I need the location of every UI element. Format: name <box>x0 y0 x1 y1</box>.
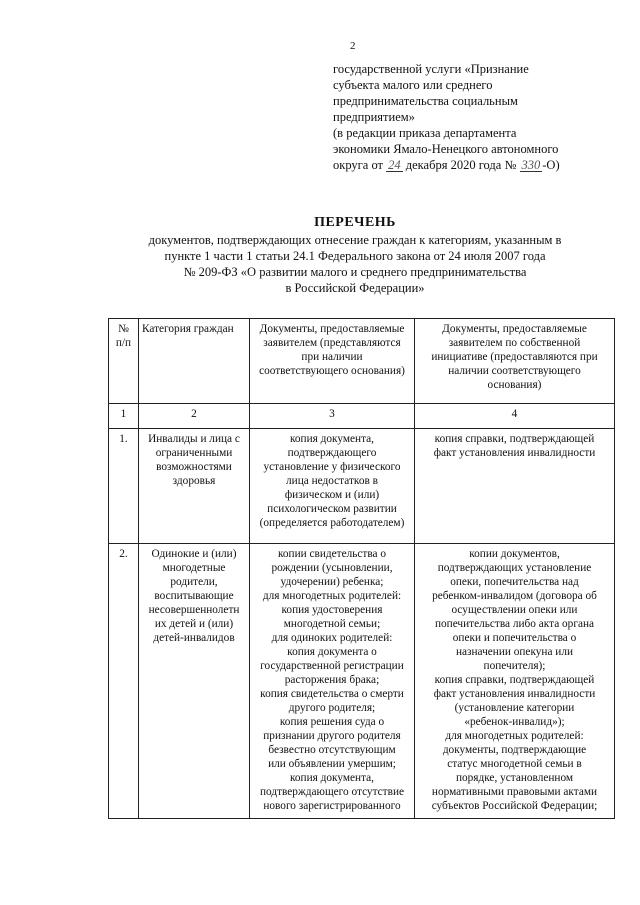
cell-line: статус многодетной семьи в <box>447 758 582 770</box>
cell-line: документы, подтверждающие <box>442 744 587 756</box>
cell-line: безвестно отсутствующим <box>268 744 396 756</box>
cell-line: Инвалиды и лица с <box>148 433 240 445</box>
header-line: субъекта малого или среднего <box>333 78 493 92</box>
document-title-block <box>95 215 615 296</box>
row-optional-docs <box>415 544 615 819</box>
cell-line: субъектов Российской Федерации; <box>431 800 598 812</box>
cell-line: возможностями <box>156 461 232 473</box>
cell-line: родители, <box>170 576 218 588</box>
column-number-row <box>109 404 615 429</box>
cell-line: для многодетных родителей: <box>445 730 584 742</box>
cell-line: осуществлении опеки или <box>451 604 578 616</box>
table-header-row <box>109 319 615 404</box>
cell-line: основания) <box>487 379 542 391</box>
row-number: 1. <box>109 429 139 544</box>
cell-line: здоровья <box>172 475 216 487</box>
cell-line: государственной регистрации <box>260 660 404 672</box>
document-title: ПЕРЕЧЕНЬ <box>314 215 396 230</box>
subtitle-line: в Российской Федерации» <box>285 281 425 295</box>
cell-line: опеки и попечительства о <box>452 632 577 644</box>
column-number: 4 <box>415 404 615 429</box>
row-required-docs <box>250 429 415 544</box>
table-row <box>109 544 615 819</box>
cell-line: копия свидетельства о смерти <box>260 688 404 700</box>
header-line: предпринимательства социальным <box>333 94 518 108</box>
cell-line: Документы, предоставляемые <box>442 323 587 335</box>
cell-line: (определяется работодателем) <box>259 517 405 529</box>
cell-line: несовершеннолетн <box>148 604 240 616</box>
column-number: 1 <box>109 404 139 429</box>
cell-line: инициативе (предоставляются при <box>431 351 598 363</box>
header-line: экономики Ямало-Ненецкого автономного <box>333 142 559 156</box>
subtitle-line: пункте 1 части 1 статьи 24.1 Федерального закона от 24 июля 2007 года <box>164 249 546 263</box>
cell-line: признании другого родителя <box>263 730 401 742</box>
cell-line: копия документа о <box>287 646 377 658</box>
cell-line: (установление категории <box>454 702 575 714</box>
cell-line: факт установления инвалидности <box>433 447 596 459</box>
header-optional-docs <box>415 319 615 404</box>
cell-line: подтверждающих установление <box>437 562 592 574</box>
cell-line: наличии соответствующего <box>448 365 581 377</box>
cell-line: расторжения брака; <box>284 674 380 686</box>
cell-line: Категория граждан <box>142 323 234 335</box>
header-number <box>109 319 139 404</box>
cell-line: или объявлении умершим; <box>268 758 396 770</box>
cell-line: заявителем по собственной <box>448 337 581 349</box>
cell-line: назначении опекуна или <box>455 646 574 658</box>
approval-header <box>333 61 623 173</box>
row-optional-docs <box>415 429 615 544</box>
cell-line: при наличии <box>301 351 363 363</box>
cell-line: копия удостоверения <box>281 604 383 616</box>
subtitle-line: № 209-ФЗ «О развитии малого и среднего предпринимательства <box>183 265 527 279</box>
cell-line: лица недостатков в <box>286 475 378 487</box>
cell-line: попечительства либо акта органа <box>434 618 595 630</box>
header-required-docs <box>250 319 415 404</box>
table-row <box>109 429 615 544</box>
cell-line: п/п <box>115 337 132 349</box>
cell-line: для многодетных родителей: <box>262 590 402 602</box>
cell-line: копии свидетельства о <box>277 548 387 560</box>
cell-line: многодетной семьи; <box>283 618 381 630</box>
cell-line: для одиноких родителей: <box>271 632 393 644</box>
header-line: предприятием» <box>333 110 415 124</box>
header-category <box>139 319 250 404</box>
cell-line: многодетные <box>162 562 226 574</box>
cell-line: установление у физического <box>263 461 401 473</box>
date-prefix: округа от <box>333 158 384 172</box>
cell-line: нового зарегистрированного <box>263 800 401 812</box>
cell-line: копия решения суда о <box>279 716 385 728</box>
cell-line: нормативными правовыми актами <box>431 786 598 798</box>
header-date-line <box>333 157 623 173</box>
cell-line: соответствующего основания) <box>259 365 405 377</box>
cell-line: подтверждающего отсутствие <box>259 786 405 798</box>
cell-line: рождении (усыновлении, <box>271 562 393 574</box>
cell-line: копия справки, подтверждающей <box>434 674 595 686</box>
cell-line: опеки, попечительства над <box>450 576 579 588</box>
cell-line: воспитывающие <box>154 590 234 602</box>
column-number: 2 <box>139 404 250 429</box>
cell-line: копия документа, <box>289 772 375 784</box>
cell-line: ребенком-инвалидом (договора об <box>432 590 597 602</box>
cell-line: порядке, установленном <box>455 772 574 784</box>
page-number: 2 <box>350 40 356 52</box>
cell-line: факт установления инвалидности <box>433 688 596 700</box>
cell-line: копия справки, подтверждающей <box>434 433 595 445</box>
handwritten-number: 330 <box>521 158 541 172</box>
cell-line: копия документа, <box>289 433 375 445</box>
cell-line: другого родителя; <box>288 702 376 714</box>
row-required-docs <box>250 544 415 819</box>
handwritten-day: 24 <box>388 158 401 172</box>
cell-line: подтверждающего <box>287 447 377 459</box>
cell-line: попечителя); <box>483 660 546 672</box>
row-number: 2. <box>109 544 139 819</box>
cell-line: Документы, предоставляемые <box>259 323 405 335</box>
cell-line: Одинокие и (или) <box>151 548 237 560</box>
header-line: государственной услуги «Признание <box>333 62 529 76</box>
date-suffix: -О) <box>542 158 560 172</box>
cell-line: копии документов, <box>469 548 560 560</box>
date-mid: декабря 2020 года № <box>405 158 517 172</box>
cell-line: психологическом развитии <box>267 503 397 515</box>
document-subtitle <box>95 232 615 296</box>
cell-line: физическом и (или) <box>284 489 380 501</box>
column-number: 3 <box>250 404 415 429</box>
cell-line: № <box>118 323 129 335</box>
subtitle-line: документов, подтверждающих отнесение граждан к категориям, указанным в <box>148 233 562 247</box>
cell-line: детей-инвалидов <box>153 632 235 644</box>
cell-line: их детей и (или) <box>154 618 234 630</box>
cell-line: ограниченными <box>155 447 233 459</box>
cell-line: заявителем (представляются <box>263 337 401 349</box>
documents-table <box>108 318 615 819</box>
header-line: (в редакции приказа департамента <box>333 126 517 140</box>
row-category <box>139 429 250 544</box>
cell-line: удочерении) ребенка; <box>280 576 384 588</box>
row-category <box>139 544 250 819</box>
cell-line: «ребенок-инвалид»); <box>464 716 565 728</box>
